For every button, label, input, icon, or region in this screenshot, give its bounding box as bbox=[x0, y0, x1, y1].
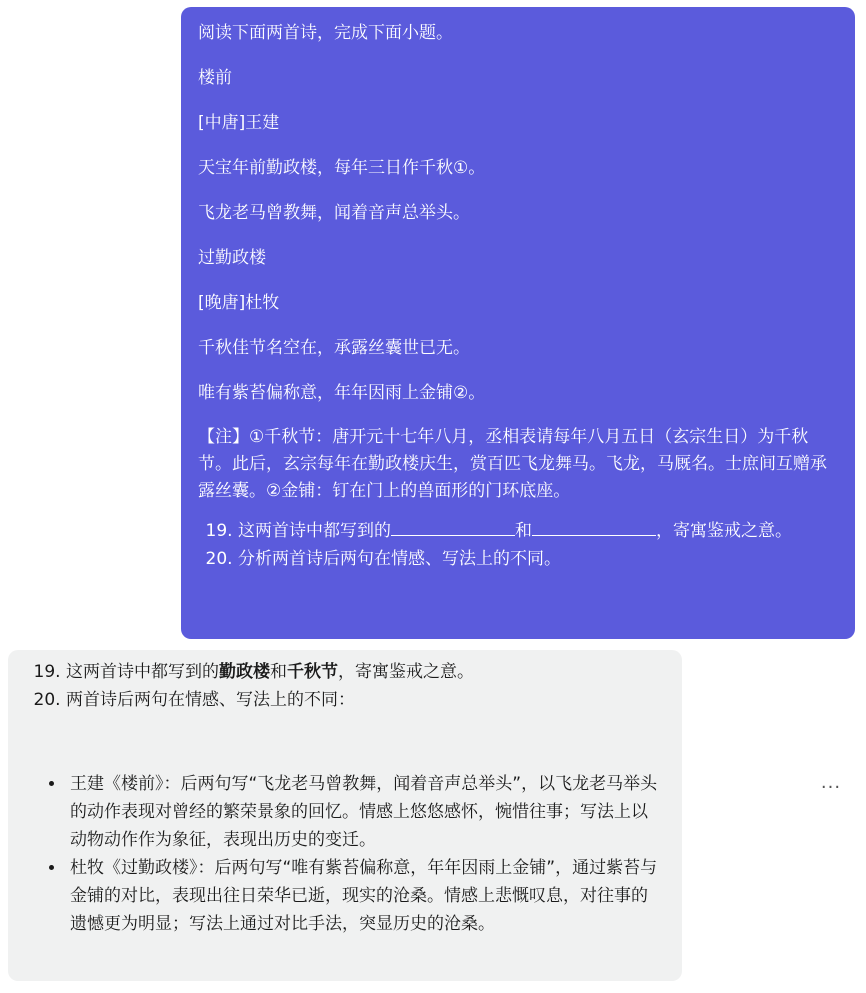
poem-title: 过勤政楼 bbox=[198, 248, 266, 268]
question-19-prefix: 这两首诗中都写到的 bbox=[238, 521, 391, 541]
poem-author: [中唐]王建 bbox=[198, 113, 280, 133]
question-list bbox=[198, 517, 837, 573]
answer-19-prefix: 这两首诗中都写到的 bbox=[66, 662, 219, 682]
poem-line: 天宝年前勤政楼，每年三日作千秋①。 bbox=[198, 158, 486, 178]
question-19-mid: 和 bbox=[515, 521, 532, 541]
answer-20-bullets bbox=[32, 770, 660, 938]
answer-19-term-2: 千秋节 bbox=[287, 662, 338, 682]
assistant-message-bubble bbox=[8, 650, 682, 981]
bullet-wang-jian: • 王建《楼前》：后两句写“飞龙老马曾教舞，闻着音声总举头”，以飞龙老马举头的动作表现对曾经的繁荣景象的回忆。情感上悠悠感怀，惋惜往事；写法上以动物动作作为象征，表现出历史的变迁。 bbox=[66, 770, 660, 854]
poem-author: [晚唐]杜牧 bbox=[198, 293, 280, 313]
poem-title: 楼前 bbox=[198, 68, 232, 88]
answer-blank bbox=[391, 517, 515, 536]
user-paragraph: 阅读下面两首诗，完成下面小题。 bbox=[198, 23, 453, 43]
answer-19-term-1: 勤政楼 bbox=[219, 662, 270, 682]
question-19-suffix: ，寄寓鉴戒之意。 bbox=[656, 521, 792, 541]
answer-19 bbox=[66, 658, 660, 686]
poem-line: 千秋佳节名空在，承露丝囊世已无。 bbox=[198, 338, 470, 358]
poem-note: 【注】①千秋节：唐开元十七年八月，丞相表请每年八月五日（玄宗生日）为千秋节。此后，玄宗每年在勤政楼庆生，赏百匹飞龙舞马。飞龙，马厩名。士庶间互赠承露丝囊。②金铺：钉在门上的兽面形的门环底座。 bbox=[198, 427, 827, 501]
answer-19-suffix: ，寄寓鉴戒之意。 bbox=[338, 662, 474, 682]
question-19 bbox=[238, 517, 837, 545]
more-options-button[interactable]: ··· bbox=[820, 777, 842, 798]
poem-line: 飞龙老马曾教舞，闻着音声总举头。 bbox=[198, 203, 470, 223]
answer-list bbox=[32, 658, 660, 714]
question-20: 20. 分析两首诗后两句在情感、写法上的不同。 bbox=[238, 545, 837, 573]
answer-blank bbox=[532, 517, 656, 536]
answer-20-intro: 20. 两首诗后两句在情感、写法上的不同： bbox=[66, 686, 660, 714]
poem-line: 唯有紫苔偏称意，年年因雨上金铺②。 bbox=[198, 383, 486, 403]
user-message-bubble bbox=[181, 7, 855, 639]
answer-19-mid: 和 bbox=[270, 662, 287, 682]
bullet-du-mu: • 杜牧《过勤政楼》：后两句写“唯有紫苔偏称意，年年因雨上金铺”，通过紫苔与金铺的对比，表现出往日荣华已逝，现实的沧桑。情感上悲慨叹息，对往事的遗憾更为明显；写法上通过对比手法，突显历史的沧桑。 bbox=[66, 854, 660, 938]
